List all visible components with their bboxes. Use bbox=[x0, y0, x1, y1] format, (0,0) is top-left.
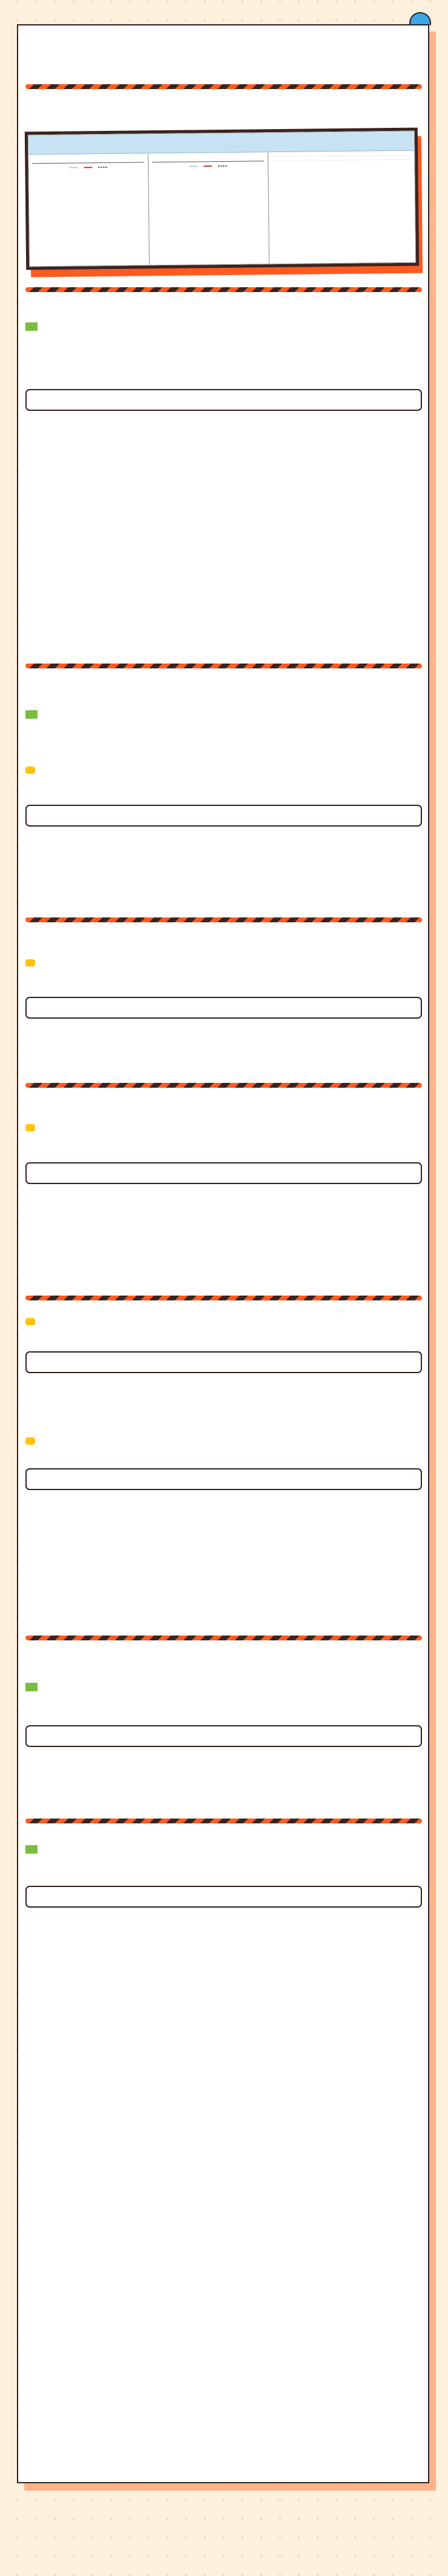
us-protectionism-box bbox=[25, 805, 422, 827]
chart-legend bbox=[28, 166, 148, 168]
september-headline bbox=[152, 152, 264, 162]
stripe-divider bbox=[25, 1083, 422, 1088]
july-rate-chart bbox=[28, 153, 150, 266]
september-rate-chart bbox=[148, 152, 269, 265]
subsection-title-us-indonesia bbox=[25, 1318, 35, 1325]
stripe-divider bbox=[25, 664, 422, 668]
japan-box bbox=[25, 1886, 422, 1908]
july-line-chart bbox=[35, 215, 142, 261]
section-title-japan bbox=[25, 1845, 38, 1854]
stripe-divider bbox=[25, 1819, 422, 1823]
subsection-title-us-canada bbox=[25, 1124, 35, 1131]
stripe-divider bbox=[25, 1636, 422, 1640]
tariff-enforcement-box bbox=[25, 1468, 422, 1490]
fed-rate-table bbox=[268, 151, 415, 264]
chart-legend bbox=[148, 165, 268, 167]
stripe-divider bbox=[25, 84, 422, 89]
september-line-chart bbox=[155, 213, 262, 260]
us-economy-box bbox=[25, 389, 422, 411]
july-headline bbox=[32, 153, 144, 164]
stripe-divider bbox=[25, 917, 422, 922]
us-eu-box bbox=[25, 997, 422, 1019]
subsection-title-us-eu bbox=[25, 959, 35, 967]
rate-probability-panel bbox=[25, 130, 422, 275]
subsection-title-us-protectionism bbox=[25, 767, 35, 774]
stripe-divider bbox=[25, 1296, 422, 1300]
section-title-market bbox=[25, 1683, 38, 1691]
market-box bbox=[25, 1725, 422, 1747]
us-canada-box bbox=[25, 1162, 422, 1184]
us-indonesia-box bbox=[25, 1351, 422, 1373]
section-title-tariff bbox=[25, 710, 38, 719]
summary-card bbox=[17, 24, 429, 2483]
stripe-divider bbox=[25, 287, 422, 292]
subsection-title-tariff-enforcement bbox=[25, 1437, 35, 1445]
section-title-us-economy bbox=[25, 322, 38, 331]
